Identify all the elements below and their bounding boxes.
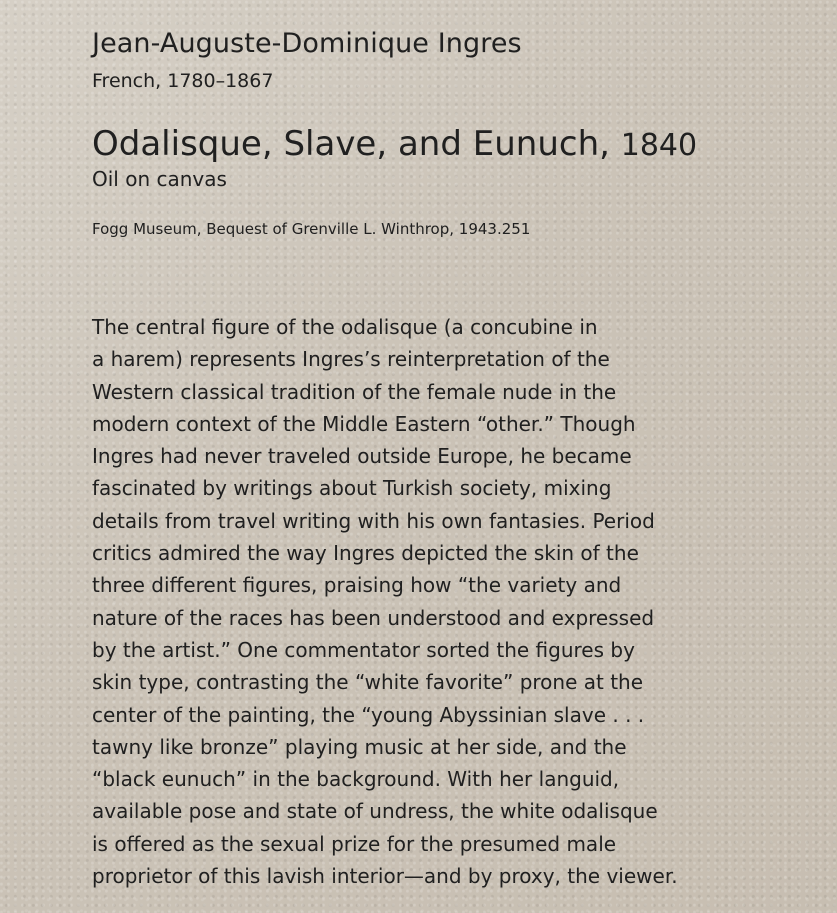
artwork-title-line bbox=[92, 124, 697, 164]
body-text-line: proprietor of this lavish interior—and by proxy, the viewer. bbox=[92, 864, 678, 889]
body-text-line: Ingres had never traveled outside Europe, he became bbox=[92, 444, 632, 469]
body-text-line: skin type, contrasting the “white favorite” prone at the bbox=[92, 670, 644, 695]
body-text-line: is offered as the sexual prize for the presumed male bbox=[92, 831, 617, 856]
artist-nationality-dates: French, 1780–1867 bbox=[92, 70, 274, 92]
body-text-line: modern context of the Middle Eastern “other.” Though bbox=[92, 411, 636, 436]
body-text-line: The central figure of the odalisque (a concubine in bbox=[92, 315, 598, 339]
body-text-line: fascinated by writings about Turkish society, mixing bbox=[92, 476, 612, 501]
body-text-line: by the artist.” One commentator sorted the figures by bbox=[92, 637, 635, 662]
body-text-line: a harem) represents Ingres’s reinterpretation of the bbox=[92, 347, 610, 372]
artwork-year: 1840 bbox=[620, 128, 698, 163]
body-text-line: critics admired the way Ingres depicted the skin of the bbox=[92, 541, 639, 566]
interpretive-text bbox=[92, 311, 792, 892]
body-text-line: details from travel writing with his own fantasies. Period bbox=[92, 508, 655, 533]
artist-name: Jean-Auguste-Dominique Ingres bbox=[92, 28, 522, 59]
credit-line: Fogg Museum, Bequest of Grenville L. Winthrop, 1943.251 bbox=[92, 220, 531, 238]
body-text-line: center of the painting, the “young Abyssinian slave . . . bbox=[92, 702, 645, 727]
artwork-title: Odalisque, Slave, and Eunuch, bbox=[92, 124, 610, 164]
body-text-line: available pose and state of undress, the white odalisque bbox=[92, 799, 658, 824]
body-text-line: three different figures, praising how “the variety and bbox=[92, 573, 622, 598]
body-text-line: tawny like bronze” playing music at her side, and the bbox=[92, 734, 627, 759]
body-text-line: Western classical tradition of the female nude in the bbox=[92, 379, 617, 404]
body-text-line: “black eunuch” in the background. With her languid, bbox=[92, 767, 620, 792]
artwork-medium: Oil on canvas bbox=[92, 167, 227, 191]
body-text-line: nature of the races has been understood and expressed bbox=[92, 605, 655, 630]
